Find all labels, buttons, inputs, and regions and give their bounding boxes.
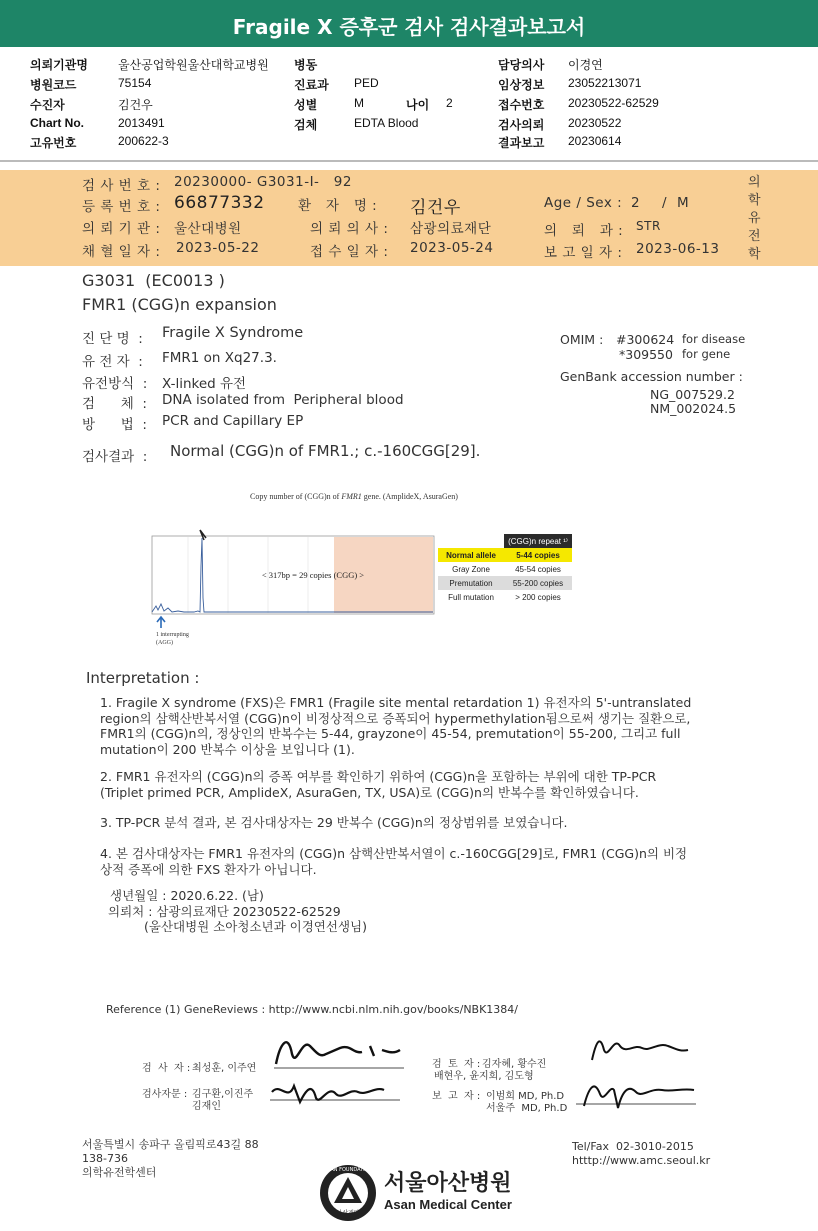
info-label: 접수번호 [498, 98, 545, 112]
interp-line: (Triplet primed PCR, AmplideX, AsuraGen, TX, USA)로 (CGG)n의 반복수를 확인하였습니다. [100, 784, 639, 800]
interp-line: FMR1의 (CGG)n의, 정상인의 반복수는 5-44, grayzone이 45-54, premutation이 55-200, 그리고 full [100, 726, 681, 741]
omim-disease: #300624 [616, 332, 675, 347]
patient-label: 환 자 명 : [298, 198, 378, 214]
legend-name: Gray Zone [438, 562, 504, 576]
logo-inner-text: 아산재단 [336, 1210, 360, 1217]
legend-row [438, 576, 572, 590]
req-dept-label: 의 뢰 과 : [544, 223, 624, 239]
result-value: Normal (CGG)n of FMR1.; c.-160CGG[29]. [170, 442, 481, 460]
info-label: 임상정보 [498, 78, 545, 92]
legend-row [438, 548, 572, 562]
collect-label: 채 혈 일 자 : [82, 244, 161, 260]
info-label [406, 96, 429, 113]
info-label: 검체 [294, 118, 318, 132]
omim-gene-note: for gene [682, 347, 731, 361]
website: htttp://www.amc.seoul.kr [572, 1154, 711, 1167]
legend-range: 55-200 copies [504, 576, 572, 590]
report-title: Fragile X 증후군 검사 검사결과보고서 [0, 0, 818, 47]
peak-label: < 317bp = 29 copies (CGG) > [261, 570, 365, 580]
legend-row [438, 562, 572, 576]
req-inst: 울산대병원 [174, 221, 242, 237]
legend-range: > 200 copies [504, 590, 572, 604]
info-label: 담당의사 [498, 58, 545, 72]
info-value: 75154 [118, 76, 152, 90]
legend-header: (CGG)n repeat ¹⁾ [504, 534, 572, 548]
side-char: 유 [748, 211, 762, 226]
patient-name: 김건우 [410, 198, 461, 218]
omim-disease-note: for disease [682, 332, 746, 346]
interp-line: 4. 본 검사대상자는 FMR1 유전자의 (CGG)n 삼핵산반복서열이 c.-160CGG[29]로, FMR1 (CGG)n의 비정 [100, 846, 688, 861]
info-label: 성별 [294, 98, 318, 112]
address-line: 138-736 [82, 1152, 128, 1165]
info-label: 검사의뢰 [498, 118, 545, 132]
patient-notes [108, 888, 367, 935]
test-name: FMR1 (CGG)n expansion [82, 295, 277, 314]
interpretation-heading: Interpretation : [86, 669, 200, 687]
interp-line: 상적 증폭에 의한 FXS 환자가 아닙니다. [100, 861, 317, 877]
genbank-accession: NM_002024.5 [650, 401, 737, 416]
age: 2 [631, 195, 641, 211]
info-value: 울산공업학원울산대학교병원 [118, 58, 269, 72]
receive-label: 접 수 일 자 : [310, 244, 389, 260]
interp-line: 3. TP-PCR 분석 결과, 본 검사대상자는 29 반복수 (CGG)n의 정상범위를 보였습니다. [100, 815, 568, 830]
info-value: 2013491 [118, 116, 165, 130]
side-char: 학 [748, 193, 762, 208]
specimen-label: 검 체 : [82, 396, 147, 412]
info-value: 20230522-62529 [568, 96, 659, 110]
info-label: 진료과 [294, 78, 329, 92]
info-value: PED [354, 76, 379, 90]
note-line: 의뢰처 : 삼광의료재단 20230522-62529 [108, 903, 341, 919]
req-dept: STR [636, 219, 661, 233]
interpretation-p2 [100, 769, 800, 800]
report-label: 보 고 일 자 : [544, 245, 623, 261]
examiner-signature [270, 1024, 410, 1072]
info-label: 고유번호 [30, 136, 77, 150]
asan-logo-icon [318, 1163, 378, 1223]
reg-no-label: 등 록 번 호 : [82, 199, 161, 215]
reporter-names: 이범희 MD, Ph.D [486, 1091, 565, 1102]
note-line: (울산대병원 소아청소년과 이경연선생님) [144, 919, 367, 934]
advisor-names: 김구환,이진주 [192, 1089, 254, 1100]
receive-date: 2023-05-24 [410, 240, 494, 256]
gene-label: 유 전 자 : [82, 354, 143, 370]
interpretation-p3 [100, 815, 800, 831]
info-label: 병원코드 [30, 78, 77, 92]
info-label: 수진자 [30, 98, 65, 112]
test-code: G3031 (EC0013 ) [82, 271, 225, 290]
sex: M [677, 195, 690, 211]
hospital-name-en: Asan Medical Center [384, 1197, 512, 1212]
logo-ring-text: ASAN FOUNDATION [323, 1167, 373, 1173]
interp-line: 2. FMR1 유전자의 (CGG)n의 증폭 여부를 확인하기 위하여 (CGG)n을 포함하는 부위에 대한 TP-PCR [100, 769, 657, 784]
side-char: 학 [748, 247, 762, 262]
age-sex-label: Age / Sex : [544, 195, 623, 211]
info-label: 병동 [294, 58, 318, 72]
electropherogram [148, 528, 438, 648]
method-label: 방 법 : [82, 417, 147, 433]
interrupt-arrow-icon [157, 617, 165, 628]
advisor-label: 검사자문 : [142, 1089, 188, 1100]
info-value: 20230522 [568, 116, 622, 130]
omim-label: OMIM : [560, 332, 604, 347]
reporter-label: 보 고 자 : [432, 1091, 481, 1102]
age-sex-slash: / [662, 195, 668, 211]
figure-caption [250, 492, 458, 501]
interrupt-label: (AGG) [156, 640, 173, 646]
genbank-label: GenBank accession number : [560, 369, 743, 384]
legend-range: 5-44 copies [504, 548, 572, 562]
reviewer-names: 배현우, 윤지희, 김도형 [434, 1071, 534, 1082]
omim-gene: *309550 [619, 347, 673, 362]
caption-post: gene. (AmplideX, AsuraGen) [361, 492, 458, 501]
patient-header [0, 170, 818, 266]
info-value: M [354, 96, 364, 110]
advisor-signature [266, 1072, 406, 1112]
caption-pre: Copy number of (CGG)n of [250, 492, 342, 501]
info-value: 김건우 [118, 98, 153, 112]
exam-no-label: 검 사 번 호 : [82, 178, 161, 194]
address-line: 의학유전학센터 [82, 1166, 157, 1179]
legend-row [438, 590, 572, 604]
interp-line: 1. Fragile X syndrome (FXS)은 FMR1 (Fragile site mental retardation 1) 유전자의 5'-untranslated [100, 695, 692, 710]
address-line: 서울특별시 송파구 올림픽로43길 88 [82, 1138, 259, 1151]
info-label: Chart No. [30, 116, 84, 130]
legend-name: Full mutation [438, 590, 504, 604]
interp-line: mutation이 200 반복수 이상을 보입니다 (1). [100, 741, 355, 757]
contact [572, 1140, 710, 1168]
age-value: 2 [446, 96, 453, 110]
info-label: 의뢰기관명 [30, 58, 88, 72]
legend-range: 45-54 copies [504, 562, 572, 576]
req-doc-label: 의 뢰 의 사 : [310, 221, 389, 237]
side-char: 의 [748, 175, 762, 190]
tel-fax: Tel/Fax 02-3010-2015 [572, 1140, 694, 1153]
reviewer-names: 김자혜, 황수진 [482, 1059, 547, 1070]
info-value: 20230614 [568, 134, 622, 148]
hospital-name-kr: 서울아산병원 [384, 1171, 512, 1196]
reporter-signature [570, 1070, 700, 1114]
examiner-label: 검 사 자 : [142, 1063, 191, 1074]
age-label: 나이 [406, 98, 430, 112]
report-date: 2023-06-13 [636, 241, 720, 257]
reg-no: 66877332 [174, 193, 265, 213]
inheritance-label: 유전방식 : [82, 376, 148, 392]
diagnosis-value: Fragile X Syndrome [162, 325, 304, 341]
info-value: 23052213071 [568, 76, 642, 90]
legend-name: Premutation [438, 576, 504, 590]
info-label: 결과보고 [498, 136, 545, 150]
method-value: PCR and Capillary EP [162, 413, 304, 429]
note-line: 생년월일 : 2020.6.22. (남) [110, 888, 264, 903]
interp-line: region의 삼핵산반복서열 (CGG)n이 비정상적으로 증폭되어 hypermethylation됨으로써 생기는 질환으로, [100, 710, 691, 726]
interpretation-p4 [100, 846, 800, 877]
result-label: 검사결과 : [82, 449, 148, 465]
reporter-names: 서울주 MD, Ph.D [486, 1103, 568, 1114]
interrupt-label: 1 interrupting [156, 632, 189, 638]
req-doc: 삼광의료재단 [410, 221, 492, 237]
divider [0, 160, 818, 162]
inheritance-value: X-linked 유전 [162, 376, 247, 392]
side-label [748, 174, 764, 264]
info-value: 이경연 [568, 58, 603, 72]
specimen-value: DNA isolated from Peripheral blood [162, 392, 404, 408]
interpretation-p1 [100, 695, 800, 757]
legend-name: Normal allele [438, 548, 504, 562]
info-value: 200622-3 [118, 134, 169, 148]
side-char: 전 [748, 229, 762, 244]
gene-value: FMR1 on Xq27.3. [162, 350, 277, 366]
exam-no: 20230000- G3031-I- 92 [174, 174, 352, 190]
info-value: EDTA Blood [354, 116, 419, 130]
diagnosis-label: 진 단 명 : [82, 331, 143, 347]
address [82, 1138, 259, 1180]
advisor-names: 김재인 [192, 1101, 221, 1112]
req-inst-label: 의 뢰 기 관 : [82, 221, 161, 237]
reviewer-signature [584, 1026, 694, 1066]
reference: Reference (1) GeneReviews : http://www.ncbi.nlm.nih.gov/books/NBK1384/ [106, 1003, 519, 1016]
info-block [0, 54, 818, 154]
caption-gene: FMR1 [341, 492, 362, 501]
collect-date: 2023-05-22 [176, 240, 260, 256]
examiner-names: 최성훈, 이주연 [192, 1063, 257, 1074]
reviewer-label: 검 토 자 : [432, 1059, 481, 1070]
genbank-accession: NG_007529.2 [650, 387, 735, 402]
repeat-legend-table [438, 534, 572, 604]
